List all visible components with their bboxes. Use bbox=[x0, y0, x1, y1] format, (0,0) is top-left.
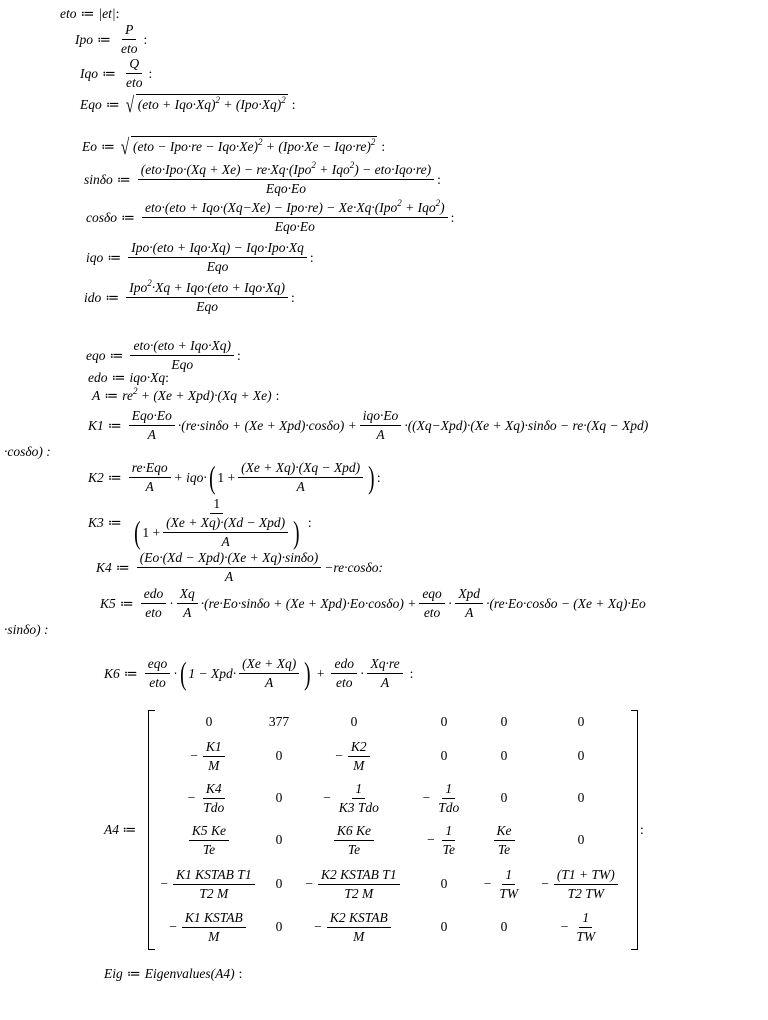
fraction: $\frac{eto\cdot(eto + Iqo\cdot(Xq-Xe) - Ipo\cdot re) - Xe\cdot Xq\cdot(Ipo^2 + Iqo^2)}{\text{Eqo·Eo}}$ bbox=[142, 200, 448, 235]
eq-K3 bbox=[88, 496, 312, 550]
matrix-cell: − $\frac{1}{TW}$ bbox=[560, 909, 596, 944]
k2-one: 1 + bbox=[217, 469, 236, 485]
matrix-cell: 0 bbox=[500, 790, 508, 805]
fraction: $\frac{Ipo^2\cdot Xq + Iqo\cdot(eto + Iqo\cdot Xq)}{\text{Eqo}}$ bbox=[126, 280, 288, 315]
terminator: : bbox=[115, 6, 120, 21]
matrix-cell: − $\frac{\text{K2 KSTAB T1}}{T2 M}$ bbox=[299, 866, 409, 902]
matrix-cell: − $\frac{1}{\text{Tdo}}$ bbox=[422, 780, 460, 815]
lhs: K4 bbox=[96, 559, 112, 575]
assign: ≔ bbox=[107, 515, 122, 530]
eq-Iqo bbox=[80, 56, 152, 91]
rhs: $re^2 + (Xe + Xpd)\cdot(Xq + Xe)$ bbox=[122, 386, 272, 403]
assign: ≔ bbox=[123, 665, 138, 681]
terminator: : bbox=[376, 469, 381, 485]
matrix-cell: 0 bbox=[440, 876, 448, 891]
fraction: $\frac{\text{(Xe + Xq)·(Xq − Xpd)}}{A}$ bbox=[238, 460, 363, 495]
eq-K4 bbox=[96, 550, 383, 585]
eq-K1-wrap: ·cosδo) : bbox=[4, 444, 51, 459]
fraction: $\frac{Xq\cdot re}{A}$ bbox=[367, 656, 402, 691]
fraction: $\frac{P}{\text{eto}}$ bbox=[120, 22, 138, 56]
matrix-A4 bbox=[148, 710, 638, 950]
eq-edo bbox=[88, 370, 169, 386]
terminator: : bbox=[291, 97, 296, 112]
eq-eto bbox=[60, 6, 119, 22]
fraction: $\frac{\text{eqo}}{\text{eto}}$ bbox=[419, 586, 445, 621]
eq-K6: K6 ≔ $\frac{\text{eqo}}{\text{eto}}$ · ( 1 − Xpd· $\frac{(Xe + Xq)}{A}$ ) + $\frac{\text{edo}}{\text{eto}}$ · $\frac{Xq\cdot re}{A}$ : bbox=[104, 654, 414, 691]
paren-open: ( bbox=[208, 458, 216, 495]
terminator: : bbox=[437, 171, 441, 187]
terminator: : bbox=[450, 209, 455, 225]
fraction: $\frac{\text{eto·(eto + Iqo·Xq)}}{\text{Eqo}}$ bbox=[130, 338, 234, 373]
rhs: |et| bbox=[98, 6, 116, 21]
assign: ≔ bbox=[105, 289, 120, 305]
lhs: K5 bbox=[100, 595, 116, 611]
assign: ≔ bbox=[107, 249, 122, 265]
eq-Eig bbox=[104, 966, 246, 982]
k6-inner: 1 − Xpd· bbox=[188, 665, 237, 681]
matrix-cell: − $\frac{\text{K2 KSTAB}}{M}$ bbox=[299, 909, 409, 945]
k1-tail: ·((Xq−Xpd)·(Xe + Xq)·sinδo − re·(Xq − Xpd) bbox=[404, 417, 649, 433]
k5-tail: ·(re·Eo·cosδo − (Xe + Xq)·Eo bbox=[486, 595, 646, 611]
assign: ≔ bbox=[107, 417, 122, 433]
matrix-cell: 0 bbox=[577, 714, 585, 729]
terminator: : bbox=[307, 515, 312, 530]
terminator: : bbox=[291, 289, 295, 305]
lhs: A bbox=[92, 388, 101, 403]
matrix-cell: − $\frac{1}{\text{K3 Tdo}}$ bbox=[323, 780, 379, 815]
lhs: edo bbox=[88, 370, 108, 385]
matrix-terminator: : bbox=[640, 822, 644, 837]
matrix-cell: 0 bbox=[275, 832, 283, 847]
fraction: $\frac{\text{re·Eqo}}{A}$ bbox=[129, 460, 171, 495]
matrix-cell: $\frac{Ke}{Te}$ bbox=[449, 822, 559, 858]
lhs: eqo bbox=[86, 347, 106, 363]
fraction: $\frac{\text{edo}}{\text{eto}}$ bbox=[331, 656, 357, 691]
terminator: : bbox=[165, 370, 169, 385]
matrix-cell: − $\frac{\text{K1 KSTAB T1}}{T2 M}$ bbox=[154, 866, 264, 902]
lhs: K3 bbox=[88, 515, 104, 530]
sqrt: √ $(eto - Ipo\cdot re - Iqo\cdot Xe)^2 + (Ipo\cdot Xe - Iqo\cdot re)^2$ bbox=[120, 134, 376, 159]
eq-sindo bbox=[84, 162, 441, 197]
fraction: $\frac{\text{Ipo·(eto + Iqo·Xq) − Iqo·Ipo·Xq}}{\text{Eqo}}$ bbox=[128, 240, 307, 275]
paren-open: ( bbox=[179, 654, 187, 691]
assign: ≔ bbox=[115, 559, 130, 575]
lhs: Eqo bbox=[80, 97, 102, 112]
fraction: $\frac{\text{eqo}}{\text{eto}}$ bbox=[145, 656, 171, 691]
eq-A bbox=[92, 388, 283, 404]
lhs: ido bbox=[84, 289, 102, 305]
eq-iqo bbox=[86, 240, 314, 275]
fraction: $\frac{\text{(Eo·(Xd − Xpd)·(Xe + Xq)·sinδo)}}{A}$ bbox=[137, 550, 322, 585]
matrix-cell: − $\frac{(T1 + TW)}{T2 TW}$ bbox=[526, 866, 636, 902]
matrix-cell: 0 bbox=[275, 876, 283, 891]
fraction: $\frac{(Xe + Xq)}{A}$ bbox=[239, 656, 299, 691]
fraction: $\frac{\text{Xpd}}{A}$ bbox=[455, 586, 483, 621]
fraction: 1 ( 1 + $\frac{\text{(Xe + Xq)·(Xd − Xpd)}}{A}$ ) bbox=[133, 496, 300, 550]
matrix-cell: $\frac{K6 Ke}{Te}$ bbox=[299, 822, 409, 858]
matrix-cell: 0 bbox=[440, 919, 448, 934]
lhs: K6 bbox=[104, 665, 120, 681]
terminator: : bbox=[238, 966, 243, 981]
matrix-name: A4 ≔ bbox=[104, 822, 137, 837]
lhs: K1 bbox=[88, 417, 104, 433]
matrix-cell: − $\frac{1}{TW}$ bbox=[483, 866, 519, 901]
k4-tail: −re·cosδo: bbox=[324, 559, 384, 575]
assign: ≔ bbox=[111, 370, 126, 385]
eq-K5: K5 ≔ $\frac{\text{edo}}{\text{eto}}$ · $\frac{Xq}{A}$ ·(re·Eo·sinδo + (Xe + Xpd)·Eo·cosδo) + $\frac{\text{eqo}}{\text{eto}}$ · $\frac{\text{Xpd}}{A}$ ·(re·Eo·cosδo − (Xe + Xq)·Eo bbox=[100, 586, 646, 620]
matrix-cell: 0 bbox=[275, 748, 283, 763]
assign: ≔ bbox=[105, 97, 120, 112]
fraction: $\frac{\text{Eqo·Eo}}{A}$ bbox=[129, 408, 175, 443]
terminator: : bbox=[237, 347, 241, 363]
paren-close: ) bbox=[368, 458, 375, 495]
k6-plus: + bbox=[316, 665, 325, 681]
assign: ≔ bbox=[97, 31, 111, 47]
matrix-cell: 0 bbox=[500, 748, 508, 763]
eq-cosdo bbox=[86, 200, 454, 235]
matrix-cell: 0 bbox=[500, 714, 508, 729]
eq-Eqo bbox=[80, 94, 300, 116]
matrix-cell: − $\frac{K4}{\text{Tdo}}$ bbox=[187, 780, 225, 815]
lhs: Iqo bbox=[80, 65, 98, 81]
terminator: : bbox=[409, 665, 414, 681]
lhs: sinδo bbox=[84, 171, 113, 187]
eq-K5-wrap: ·sinδo) : bbox=[4, 622, 49, 637]
assign: ≔ bbox=[109, 347, 124, 363]
matrix-cell: 0 bbox=[350, 714, 358, 729]
eq-K2 bbox=[88, 460, 381, 495]
fraction: $\frac{(eto\cdot Ipo\cdot(Xq + Xe) - re\cdot Xq\cdot(Ipo^2 + Iqo^2) - eto\cdot Iqo\cdot re)}{\text{Eqo·Eo}}$ bbox=[138, 162, 434, 197]
matrix-cell: 0 bbox=[577, 790, 585, 805]
assign: ≔ bbox=[116, 171, 131, 187]
matrix-cell: 0 bbox=[275, 919, 283, 934]
eq-Ipo bbox=[75, 22, 147, 57]
matrix-cell: 0 bbox=[440, 714, 448, 729]
terminator: : bbox=[309, 249, 314, 265]
eq-K1 bbox=[88, 408, 648, 443]
matrix-cell: − $\frac{K1}{M}$ bbox=[154, 738, 264, 774]
eq-ido bbox=[84, 280, 295, 315]
eq-eqo bbox=[86, 338, 241, 373]
assign: ≔ bbox=[101, 139, 115, 154]
lhs: K2 bbox=[88, 469, 104, 485]
matrix-cell: 0 bbox=[275, 790, 283, 805]
lhs: Eo bbox=[82, 139, 97, 154]
assign: ≔ bbox=[104, 388, 119, 403]
k2-mid: + iqo· bbox=[173, 469, 207, 485]
matrix-cell: 0 bbox=[440, 748, 448, 763]
rhs: iqo·Xq bbox=[129, 370, 166, 385]
terminator: : bbox=[275, 388, 280, 403]
matrix-cell: − $\frac{K2}{M}$ bbox=[299, 738, 409, 774]
k1-mid: ·(re·sinδo + (Xe + Xpd)·cosδo) + bbox=[177, 417, 357, 433]
matrix-cell: 0 bbox=[500, 919, 508, 934]
fraction: $\frac{Xq}{A}$ bbox=[177, 586, 198, 621]
assign: ≔ bbox=[107, 469, 122, 485]
paren-close: ) bbox=[304, 654, 311, 691]
lhs: Ipo bbox=[75, 31, 93, 47]
matrix-cell: 0 bbox=[577, 748, 585, 763]
sqrt: √ $(eto + Iqo\cdot Xq)^2 + (Ipo\cdot Xq)^2$ bbox=[125, 92, 286, 117]
assign: ≔ bbox=[80, 6, 95, 21]
terminator: : bbox=[143, 31, 148, 47]
assign: ≔ bbox=[102, 65, 116, 81]
lhs: cosδo bbox=[86, 209, 118, 225]
matrix-cell: − $\frac{1}{Te}$ bbox=[427, 822, 455, 857]
lhs: Eig bbox=[104, 966, 123, 981]
fraction: $\frac{\text{iqo·Eo}}{A}$ bbox=[360, 408, 402, 443]
matrix-cell: − $\frac{\text{K1 KSTAB}}{M}$ bbox=[154, 909, 264, 945]
k5-mid: ·(re·Eo·sinδo + (Xe + Xpd)·Eo·cosδo) + bbox=[200, 595, 417, 611]
assign: ≔ bbox=[119, 595, 134, 611]
terminator: : bbox=[381, 139, 386, 154]
lhs: eto bbox=[60, 6, 77, 21]
lhs: iqo bbox=[86, 249, 104, 265]
rhs: Eigenvalues(A4) bbox=[144, 966, 235, 981]
matrix-cell: 377 bbox=[268, 714, 290, 729]
matrix-cell: $\frac{K5 Ke}{Te}$ bbox=[154, 822, 264, 858]
terminator: : bbox=[148, 65, 153, 81]
assign: ≔ bbox=[126, 966, 141, 981]
assign: ≔ bbox=[121, 209, 135, 225]
eq-Eo bbox=[82, 136, 389, 158]
matrix-cell: 0 bbox=[205, 714, 213, 729]
matrix-cell: 0 bbox=[577, 832, 585, 847]
fraction: $\frac{\text{edo}}{\text{eto}}$ bbox=[141, 586, 167, 621]
fraction: $\frac{Q}{\text{eto}}$ bbox=[125, 56, 143, 90]
